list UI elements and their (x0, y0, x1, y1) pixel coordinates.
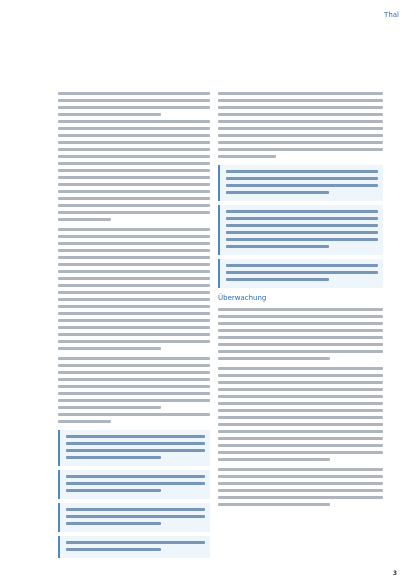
running-header: Thal (384, 11, 399, 19)
recommendation-box (58, 536, 210, 558)
body-paragraph (58, 357, 210, 423)
recommendation-box (218, 259, 383, 288)
page-footer (387, 570, 397, 577)
left-column (58, 92, 210, 562)
recommendation-box (58, 503, 210, 532)
recommendation-box (218, 165, 383, 201)
body-paragraph (218, 308, 383, 360)
recommendation-box (58, 430, 210, 466)
recommendation-box (218, 205, 383, 255)
body-paragraph (58, 120, 210, 221)
body-paragraph (58, 92, 210, 116)
recommendation-box (58, 470, 210, 499)
body-paragraph (218, 468, 383, 506)
page-number: 3 (392, 570, 397, 577)
right-column (218, 92, 383, 510)
body-paragraph (218, 367, 383, 461)
section-heading: Überwachung (218, 294, 267, 302)
body-paragraph (218, 92, 383, 158)
body-paragraph (58, 228, 210, 350)
